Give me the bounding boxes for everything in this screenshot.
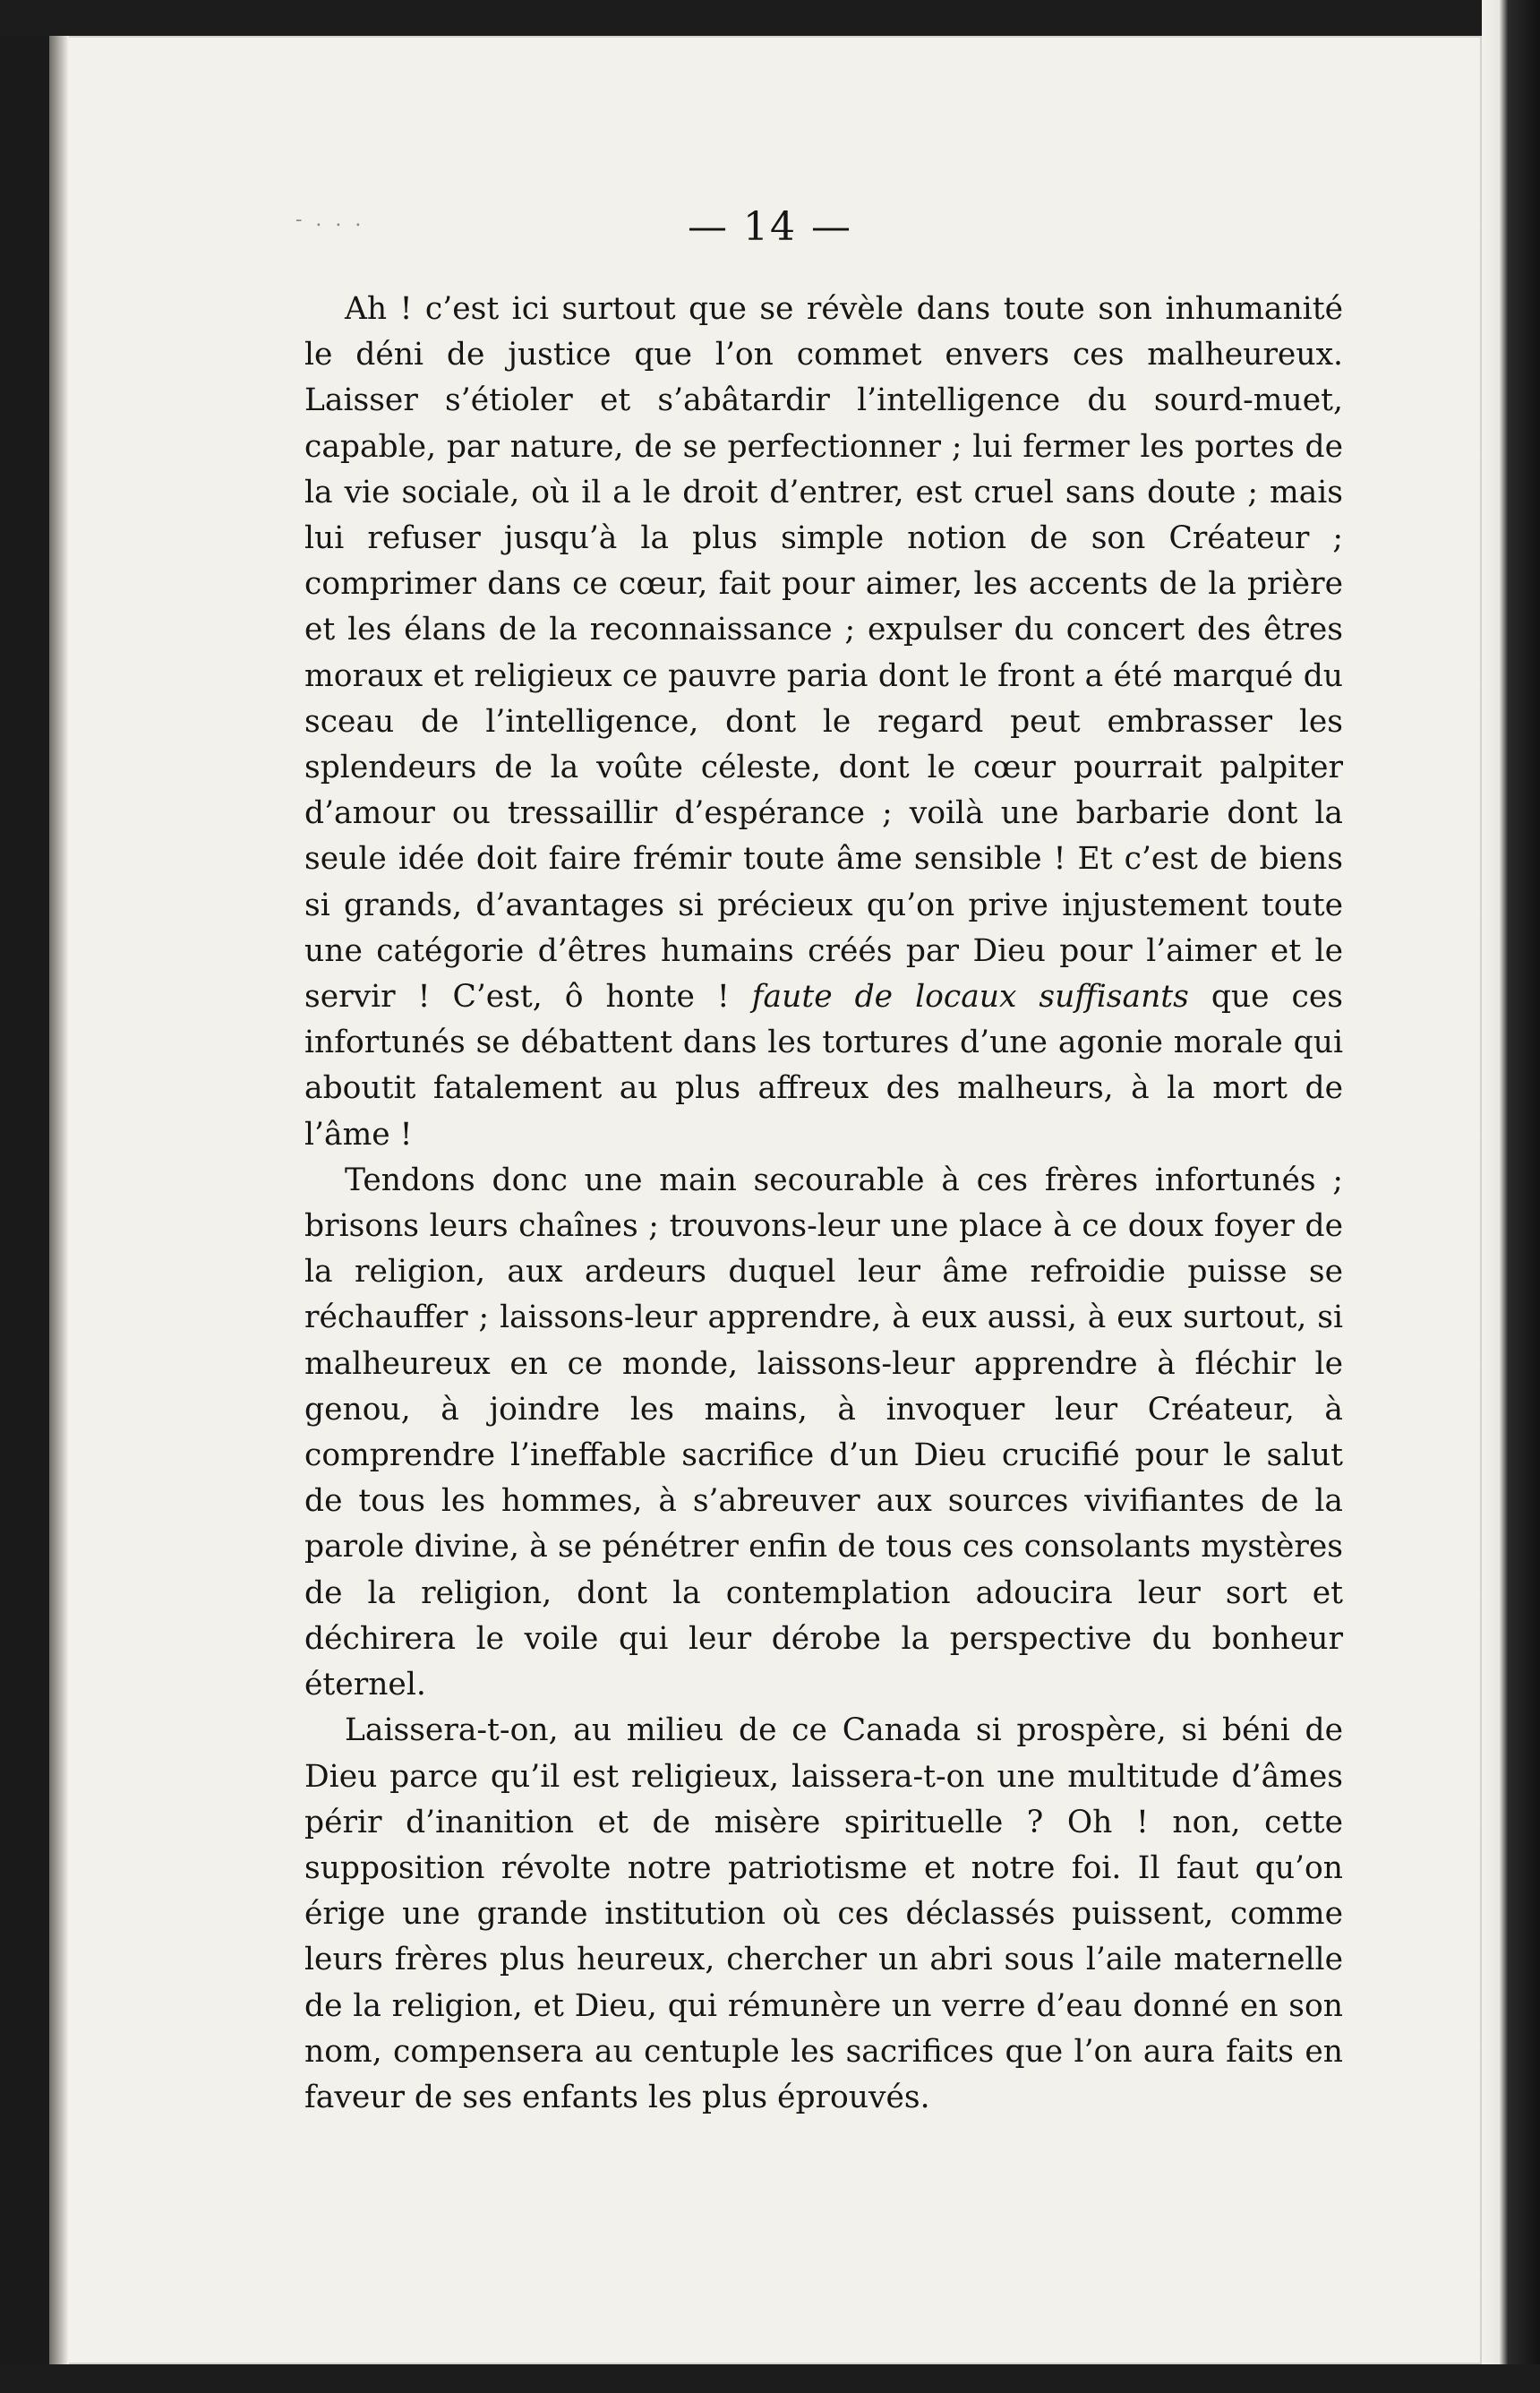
scan-bottom-border	[0, 2364, 1540, 2393]
scan-mark: - . . .	[295, 209, 365, 231]
binding-edge	[49, 36, 69, 2364]
page-number: — 14 —	[688, 204, 852, 250]
paragraph-3: Laissera-t-on, au milieu de ce Canada si prospère, si béni de Dieu parce qu’il est religieux, laissera-t-on une multitude d’âmes périr d’inanition et de misère spirituelle ? Oh ! non, cette supposition révolte notre patriotisme et notre foi. Il faut qu’on érige une grande institution où ces déclassés puissent, comme leurs frères plus heureux, chercher un abri sous l’aile maternelle de la religion, et Dieu, qui rémunère un verre d’eau donné en son nom, compensera au centuple les sacrifices que l’on aura faits en faveur de ses enfants les plus éprouvés.	[304, 1712, 1343, 2115]
adjacent-page-edge	[1482, 0, 1540, 2393]
paragraph-1	[304, 287, 1343, 1158]
paragraph-1-emphasis: faute de locaux suffisants	[751, 979, 1189, 1016]
body-text	[304, 287, 1343, 2121]
paragraph-1-text-end: que ces infortunés se débattent dans les tortures d’une agonie morale qui aboutit fatalement au plus affreux des malheurs, à la mort de l’âme !	[304, 979, 1343, 1153]
paragraph-1-text: Ah ! c’est ici surtout que se révèle dans toute son inhumanité le déni de justice que l’on commet envers ces malheureux. Laisser s’étioler et s’abâtardir l’intelligence du sourd-muet, capable, par nature, de se perfectionner ; lui fermer les portes de la vie sociale, où il a le droit d’entrer, est cruel sans doute ; mais lui refuser jusqu’à la plus simple notion de son Créateur ; comprimer dans ce cœur, fait pour aimer, les accents de la prière et les élans de la reconnaissance ; expulser du concert des êtres moraux et religieux ce pauvre paria dont le front a été marqué du sceau de l’intelligence, dont le regard peut embrasser les splendeurs de la voûte céleste, dont le cœur pourrait palpiter d’amour ou tressaillir d’espérance ; voilà une barbarie dont la seule idée doit faire frémir toute âme sensible ! Et c’est de biens si grands, d’avantages si précieux qu’on prive injustement toute une catégorie d’êtres humains créés par Dieu pour l’aimer et le servir ! C’est, ô honte !	[304, 291, 1343, 1016]
scan-top-border	[0, 0, 1540, 36]
paragraph-2: Tendons donc une main secourable à ces frères infortunés ; brisons leurs chaînes ; trouvons-leur une place à ce doux foyer de la religion, aux ardeurs duquel leur âme refroidie puisse se réchauffer ; laissons-leur apprendre, à eux aussi, à eux surtout, si malheureux en ce monde, laissons-leur apprendre à fléchir le genou, à joindre les mains, à invoquer leur Créateur, à comprendre l’ineffable sacrifice d’un Dieu crucifié pour le salut de tous les hommes, à s’abreuver aux sources vivifiantes de la parole divine, à se pénétrer enfin de tous ces consolants mystères de la religion, dont la contemplation adoucira leur sort et déchirera le voile qui leur dérobe la perspective du bonheur éternel.	[304, 1162, 1343, 1703]
